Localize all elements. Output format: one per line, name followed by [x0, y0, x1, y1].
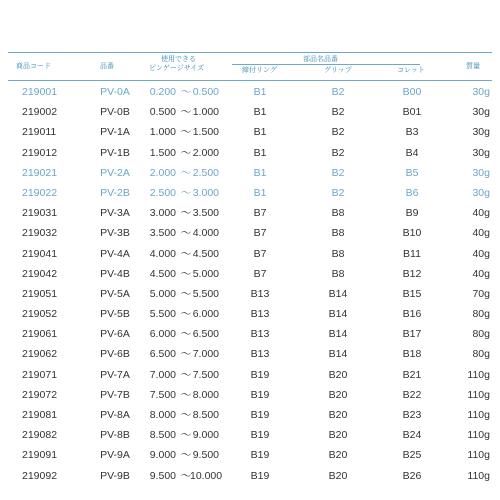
table-row [0, 264, 500, 284]
product-code-cell: 219092 [22, 469, 58, 482]
table-top-rule [8, 52, 492, 53]
header-range-line1: 使用できる [161, 56, 196, 63]
ring-part-cell: B7 [253, 267, 267, 280]
part-number-cell: PV-1A [100, 126, 130, 139]
header-mass: 質量 [466, 63, 480, 70]
mass-cell: 110g [467, 368, 490, 381]
collet-part-cell: B22 [402, 388, 422, 401]
table-row [0, 344, 500, 364]
collet-part-cell: B21 [402, 368, 422, 381]
mass-cell: 40g [472, 247, 490, 260]
header-parts-title: 部品名品番 [303, 56, 338, 63]
range-max-cell: 2.500 [192, 166, 219, 179]
range-separator-cell: ～ [180, 368, 192, 381]
ring-part-cell: B1 [253, 146, 267, 159]
part-number-cell: PV-6A [100, 328, 130, 341]
collet-part-cell: B10 [402, 227, 422, 240]
grip-part-cell: B20 [328, 429, 348, 442]
range-max-cell: 7.000 [192, 348, 219, 361]
ring-part-cell: B1 [253, 126, 267, 139]
ring-part-cell: B1 [253, 86, 267, 98]
product-code-cell: 219001 [22, 86, 58, 98]
range-min-cell: 2.000 [149, 166, 176, 179]
collet-part-cell: B26 [402, 469, 422, 482]
range-min-cell: 8.500 [149, 429, 176, 442]
ring-part-cell: B13 [250, 328, 270, 341]
range-max-cell: 10.000 [190, 469, 223, 482]
range-separator-cell: ～ [180, 449, 192, 462]
range-separator-cell: ～ [180, 146, 192, 159]
ring-part-cell: B7 [253, 247, 267, 260]
part-number-cell: PV-7A [100, 368, 130, 381]
range-min-cell: 0.500 [149, 106, 176, 119]
range-min-cell: 6.000 [149, 328, 176, 341]
collet-part-cell: B25 [402, 449, 422, 462]
range-max-cell: 9.500 [192, 449, 219, 462]
range-max-cell: 8.000 [192, 388, 219, 401]
mass-cell: 40g [472, 227, 490, 240]
product-code-cell: 219021 [22, 166, 58, 179]
product-code-cell: 219081 [22, 409, 58, 421]
range-separator-cell: ～ [180, 388, 192, 401]
range-max-cell: 0.500 [192, 86, 219, 98]
collet-part-cell: B4 [405, 146, 419, 159]
part-number-cell: PV-0A [100, 86, 130, 98]
part-number-cell: PV-3B [100, 227, 130, 240]
collet-part-cell: B16 [402, 308, 422, 321]
parts-sub-rule [232, 64, 420, 65]
range-min-cell: 4.500 [149, 267, 176, 280]
table-row [0, 304, 500, 324]
range-separator-cell: ～ [180, 186, 192, 199]
range-min-cell: 3.500 [149, 227, 176, 240]
table-row [0, 122, 500, 142]
part-number-cell: PV-3A [100, 207, 130, 220]
ring-part-cell: B19 [250, 368, 270, 381]
table-row [0, 82, 500, 102]
collet-part-cell: B5 [405, 166, 419, 179]
header-collet: コレット [397, 67, 425, 74]
mass-cell: 110g [467, 469, 490, 482]
header-name: 品番 [100, 63, 114, 70]
ring-part-cell: B13 [250, 348, 270, 361]
collet-part-cell: B15 [402, 287, 422, 300]
part-number-cell: PV-8B [100, 429, 130, 442]
product-code-cell: 219091 [22, 449, 58, 462]
product-code-cell: 219041 [22, 247, 58, 260]
range-separator-cell: ～ [180, 308, 192, 321]
table-row [0, 102, 500, 122]
range-separator-cell: ～ [180, 469, 192, 482]
grip-part-cell: B14 [328, 308, 348, 321]
table-row [0, 223, 500, 243]
table-row [0, 365, 500, 385]
ring-part-cell: B13 [250, 287, 270, 300]
grip-part-cell: B8 [331, 267, 345, 280]
range-max-cell: 2.000 [192, 146, 219, 159]
range-separator-cell: ～ [180, 106, 192, 119]
collet-part-cell: B3 [405, 126, 419, 139]
collet-part-cell: B11 [403, 247, 421, 260]
range-max-cell: 5.500 [192, 287, 219, 300]
part-number-cell: PV-8A [100, 409, 130, 421]
table-body [0, 82, 500, 486]
table-row [0, 466, 500, 486]
collet-part-cell: B23 [402, 409, 422, 421]
collet-part-cell: B12 [402, 267, 422, 280]
product-code-cell: 219072 [22, 388, 58, 401]
mass-cell: 30g [472, 106, 490, 119]
ring-part-cell: B19 [250, 469, 270, 482]
range-min-cell: 4.000 [149, 247, 176, 260]
table-row [0, 425, 500, 445]
range-separator-cell: ～ [180, 207, 192, 220]
part-number-cell: PV-2A [100, 166, 130, 179]
part-number-cell: PV-5B [100, 308, 130, 321]
table-row [0, 324, 500, 344]
range-separator-cell: ～ [180, 287, 192, 300]
range-max-cell: 8.500 [192, 409, 219, 421]
table-row [0, 183, 500, 203]
range-min-cell: 5.500 [149, 308, 176, 321]
collet-part-cell: B9 [405, 207, 419, 220]
range-min-cell: 2.500 [149, 186, 176, 199]
range-min-cell: 1.000 [149, 126, 176, 139]
grip-part-cell: B20 [328, 388, 348, 401]
range-max-cell: 4.000 [192, 227, 219, 240]
table-row [0, 143, 500, 163]
ring-part-cell: B1 [253, 106, 267, 119]
table-row [0, 385, 500, 405]
grip-part-cell: B2 [331, 186, 345, 199]
mass-cell: 30g [472, 86, 490, 98]
range-separator-cell: ～ [180, 126, 192, 139]
grip-part-cell: B20 [328, 469, 348, 482]
mass-cell: 30g [472, 186, 490, 199]
product-code-cell: 219002 [22, 106, 58, 119]
grip-part-cell: B2 [331, 146, 345, 159]
range-min-cell: 1.500 [149, 146, 176, 159]
table-row [0, 284, 500, 304]
range-max-cell: 4.500 [192, 247, 219, 260]
range-min-cell: 8.000 [149, 409, 176, 421]
mass-cell: 30g [472, 166, 490, 179]
ring-part-cell: B7 [253, 227, 267, 240]
grip-part-cell: B2 [331, 106, 345, 119]
range-max-cell: 1.500 [192, 126, 219, 139]
range-max-cell: 6.000 [192, 308, 219, 321]
mass-cell: 70g [472, 287, 490, 300]
table-row [0, 163, 500, 183]
range-max-cell: 6.500 [192, 328, 219, 341]
range-min-cell: 7.500 [149, 388, 176, 401]
header-range-line2: ピンゲージサイズ [149, 65, 205, 72]
mass-cell: 110g [467, 429, 490, 442]
collet-part-cell: B6 [405, 186, 419, 199]
range-max-cell: 3.000 [192, 186, 219, 199]
mass-cell: 30g [472, 126, 490, 139]
product-code-cell: 219011 [22, 126, 57, 139]
range-min-cell: 9.000 [149, 449, 176, 462]
table-row [0, 244, 500, 264]
range-max-cell: 3.500 [192, 207, 219, 220]
table-row [0, 445, 500, 465]
part-number-cell: PV-7B [100, 388, 130, 401]
ring-part-cell: B13 [250, 308, 270, 321]
mass-cell: 110g [467, 388, 490, 401]
product-code-cell: 219052 [22, 308, 58, 321]
part-number-cell: PV-1B [100, 146, 130, 159]
part-number-cell: PV-2B [100, 186, 130, 199]
grip-part-cell: B20 [328, 409, 348, 421]
range-separator-cell: ～ [180, 227, 192, 240]
mass-cell: 30g [472, 146, 490, 159]
product-code-cell: 219022 [22, 186, 58, 199]
grip-part-cell: B8 [331, 247, 345, 260]
header-bottom-rule [8, 80, 492, 81]
part-number-cell: PV-4B [100, 267, 130, 280]
range-min-cell: 7.000 [149, 368, 176, 381]
collet-part-cell: B00 [402, 86, 422, 98]
range-max-cell: 9.000 [192, 429, 219, 442]
grip-part-cell: B8 [331, 227, 345, 240]
product-code-cell: 219082 [22, 429, 58, 442]
part-number-cell: PV-4A [100, 247, 130, 260]
grip-part-cell: B2 [331, 86, 345, 98]
mass-cell: 110g [467, 409, 490, 421]
grip-part-cell: B14 [328, 328, 348, 341]
grip-part-cell: B2 [331, 166, 345, 179]
range-separator-cell: ～ [180, 247, 192, 260]
grip-part-cell: B20 [328, 449, 348, 462]
range-min-cell: 5.000 [149, 287, 176, 300]
table-row [0, 405, 500, 425]
range-min-cell: 6.500 [149, 348, 176, 361]
product-code-cell: 219032 [22, 227, 58, 240]
product-code-cell: 219012 [22, 146, 58, 159]
collet-part-cell: B24 [402, 429, 422, 442]
range-max-cell: 7.500 [192, 368, 219, 381]
mass-cell: 80g [472, 348, 490, 361]
ring-part-cell: B19 [250, 449, 270, 462]
grip-part-cell: B14 [328, 348, 348, 361]
range-min-cell: 0.200 [149, 86, 176, 98]
product-code-cell: 219061 [22, 328, 58, 341]
range-max-cell: 1.000 [192, 106, 219, 119]
table-row [0, 203, 500, 223]
part-number-cell: PV-0B [100, 106, 130, 119]
ring-part-cell: B19 [250, 388, 270, 401]
range-max-cell: 5.000 [192, 267, 219, 280]
table-header [0, 54, 500, 80]
range-separator-cell: ～ [180, 348, 192, 361]
part-number-cell: PV-5A [100, 287, 130, 300]
range-min-cell: 3.000 [149, 207, 176, 220]
range-separator-cell: ～ [180, 166, 192, 179]
ring-part-cell: B1 [253, 186, 267, 199]
mass-cell: 80g [472, 328, 490, 341]
product-code-cell: 219051 [22, 287, 58, 300]
product-code-cell: 219071 [22, 368, 58, 381]
ring-part-cell: B19 [250, 409, 270, 421]
ring-part-cell: B19 [250, 429, 270, 442]
grip-part-cell: B20 [328, 368, 348, 381]
collet-part-cell: B18 [402, 348, 422, 361]
grip-part-cell: B2 [331, 126, 345, 139]
part-number-cell: PV-9B [100, 469, 130, 482]
product-code-cell: 219042 [22, 267, 58, 280]
mass-cell: 110g [467, 449, 490, 462]
range-separator-cell: ～ [180, 429, 192, 442]
collet-part-cell: B01 [402, 106, 422, 119]
range-separator-cell: ～ [180, 328, 192, 341]
range-separator-cell: ～ [180, 409, 192, 421]
part-number-cell: PV-6B [100, 348, 130, 361]
header-ring: 締付リング [242, 67, 277, 74]
product-code-cell: 219031 [22, 207, 58, 220]
header-code: 商品コード [16, 63, 51, 70]
product-code-cell: 219062 [22, 348, 58, 361]
part-number-cell: PV-9A [100, 449, 130, 462]
mass-cell: 80g [472, 308, 490, 321]
grip-part-cell: B8 [331, 207, 345, 220]
mass-cell: 40g [472, 267, 490, 280]
ring-part-cell: B1 [253, 166, 267, 179]
header-grip: グリップ [324, 67, 352, 74]
collet-part-cell: B17 [402, 328, 422, 341]
range-separator-cell: ～ [180, 86, 192, 98]
grip-part-cell: B14 [328, 287, 348, 300]
ring-part-cell: B7 [253, 207, 267, 220]
range-separator-cell: ～ [180, 267, 192, 280]
range-min-cell: 9.500 [149, 469, 176, 482]
mass-cell: 40g [472, 207, 490, 220]
